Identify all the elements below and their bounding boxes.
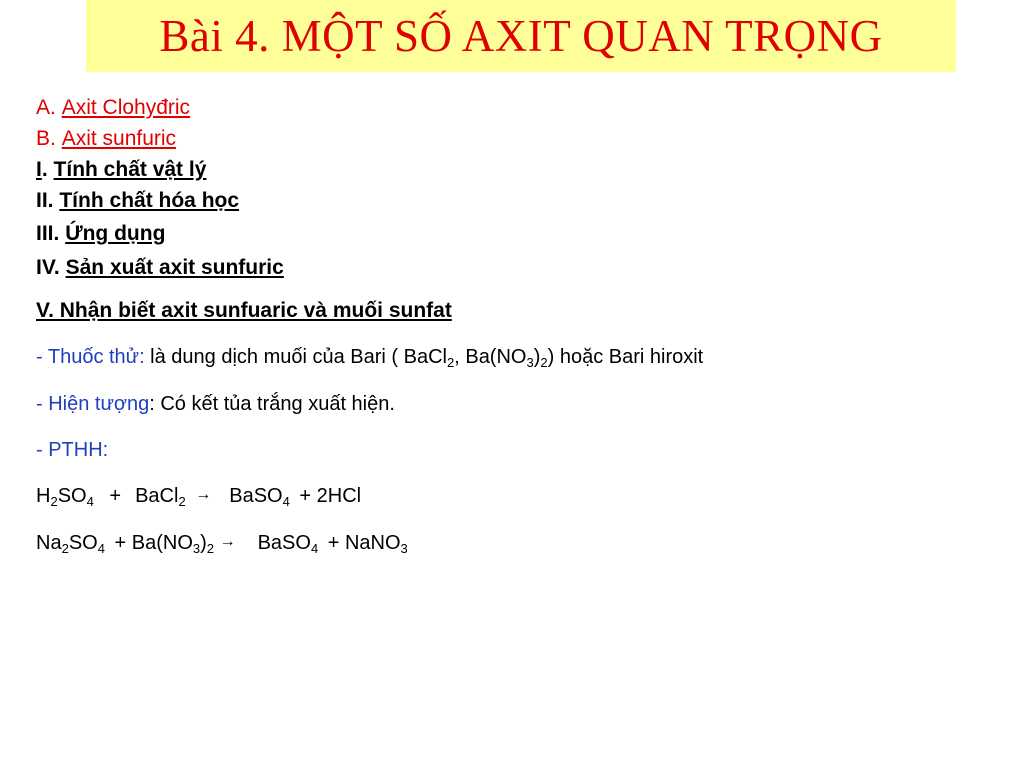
reagent-text: là dung dịch muối của Bari ( BaCl [144,346,447,368]
subscript: 2 [206,541,215,556]
subscript: 2 [61,541,69,556]
outline-prefix: I [36,158,42,181]
subscript: 2 [540,355,548,370]
formula-text: BaCl [135,485,179,507]
outline-prefix: III. [36,222,60,245]
outline-item-b [36,127,176,151]
formula-text: SO [68,532,98,554]
outline-link-axit-clohydric[interactable]: Axit Clohyđric [61,96,191,119]
reaction-arrow-icon: → [195,486,212,503]
subscript: 2 [178,494,186,509]
reagent-text: , Ba(NO [454,346,527,368]
reagent-label: - Thuốc thử: [36,346,145,368]
outline-prefix: IV. [36,256,60,279]
subscript: 3 [526,355,534,370]
formula-text: BaSO [229,485,283,507]
equation-2 [36,532,408,555]
page-title: Bài 4. MỘT SỐ AXIT QUAN TRỌNG [159,11,883,61]
subscript: 3 [400,541,408,556]
subscript: 4 [310,541,319,556]
formula-text: ) [200,532,207,554]
phenomenon-text: : Có kết tủa trắng xuất hiện. [149,393,395,415]
subscript: 2 [50,494,58,509]
reagent-text: ) hoặc Bari hiroxit [547,346,704,368]
formula-text: H [36,485,51,507]
outline-prefix: B. [36,127,56,150]
phenomenon-line [36,393,395,416]
outline-item-iv [36,256,284,280]
equation-1 [36,485,361,508]
formula-text: + NaNO [327,532,401,554]
outline-separator: . [47,189,54,212]
outline-item-i [36,158,206,182]
subscript: 4 [282,494,290,509]
formula-text: Na [36,532,62,554]
equations-label: - PTHH: [36,439,109,461]
outline-item-a [36,96,190,120]
plus-sign: + [109,485,122,507]
subscript: 4 [97,541,105,556]
subscript: 3 [192,541,201,556]
reagent-text: ) [533,346,541,368]
outline-link-tinh-chat-hoa-hoc[interactable]: Tính chất hóa học [59,189,240,212]
section-heading-nhan-biet: V. Nhận biết axit sunfuaric và muối sunfat [36,299,452,322]
outline-item-ii [36,189,239,213]
formula-text: + 2HCl [299,485,362,507]
formula-text: + Ba(NO [114,532,193,554]
outline-prefix: II [36,189,48,212]
outline-item-v [36,299,452,323]
outline-prefix: A. [36,96,56,119]
formula-text: BaSO [257,532,311,554]
outline-link-tinh-chat-vat-ly[interactable]: Tính chất vật lý [53,158,207,181]
formula-text: SO [57,485,87,507]
outline-link-san-xuat-axit-sunfuric[interactable]: Sản xuất axit sunfuric [65,256,284,279]
reagent-line [36,346,703,369]
subscript: 2 [447,355,455,370]
title-banner [86,0,956,72]
phenomenon-label: - Hiện tượng [36,393,150,415]
outline-link-axit-sunfuric[interactable]: Axit sunfuric [61,127,177,150]
outline-item-iii [36,222,165,246]
reaction-arrow-icon: → [219,533,236,550]
outline-link-ung-dung[interactable]: Ứng dụng [65,222,166,245]
subscript: 4 [86,494,94,509]
outline-separator: . [41,158,48,181]
